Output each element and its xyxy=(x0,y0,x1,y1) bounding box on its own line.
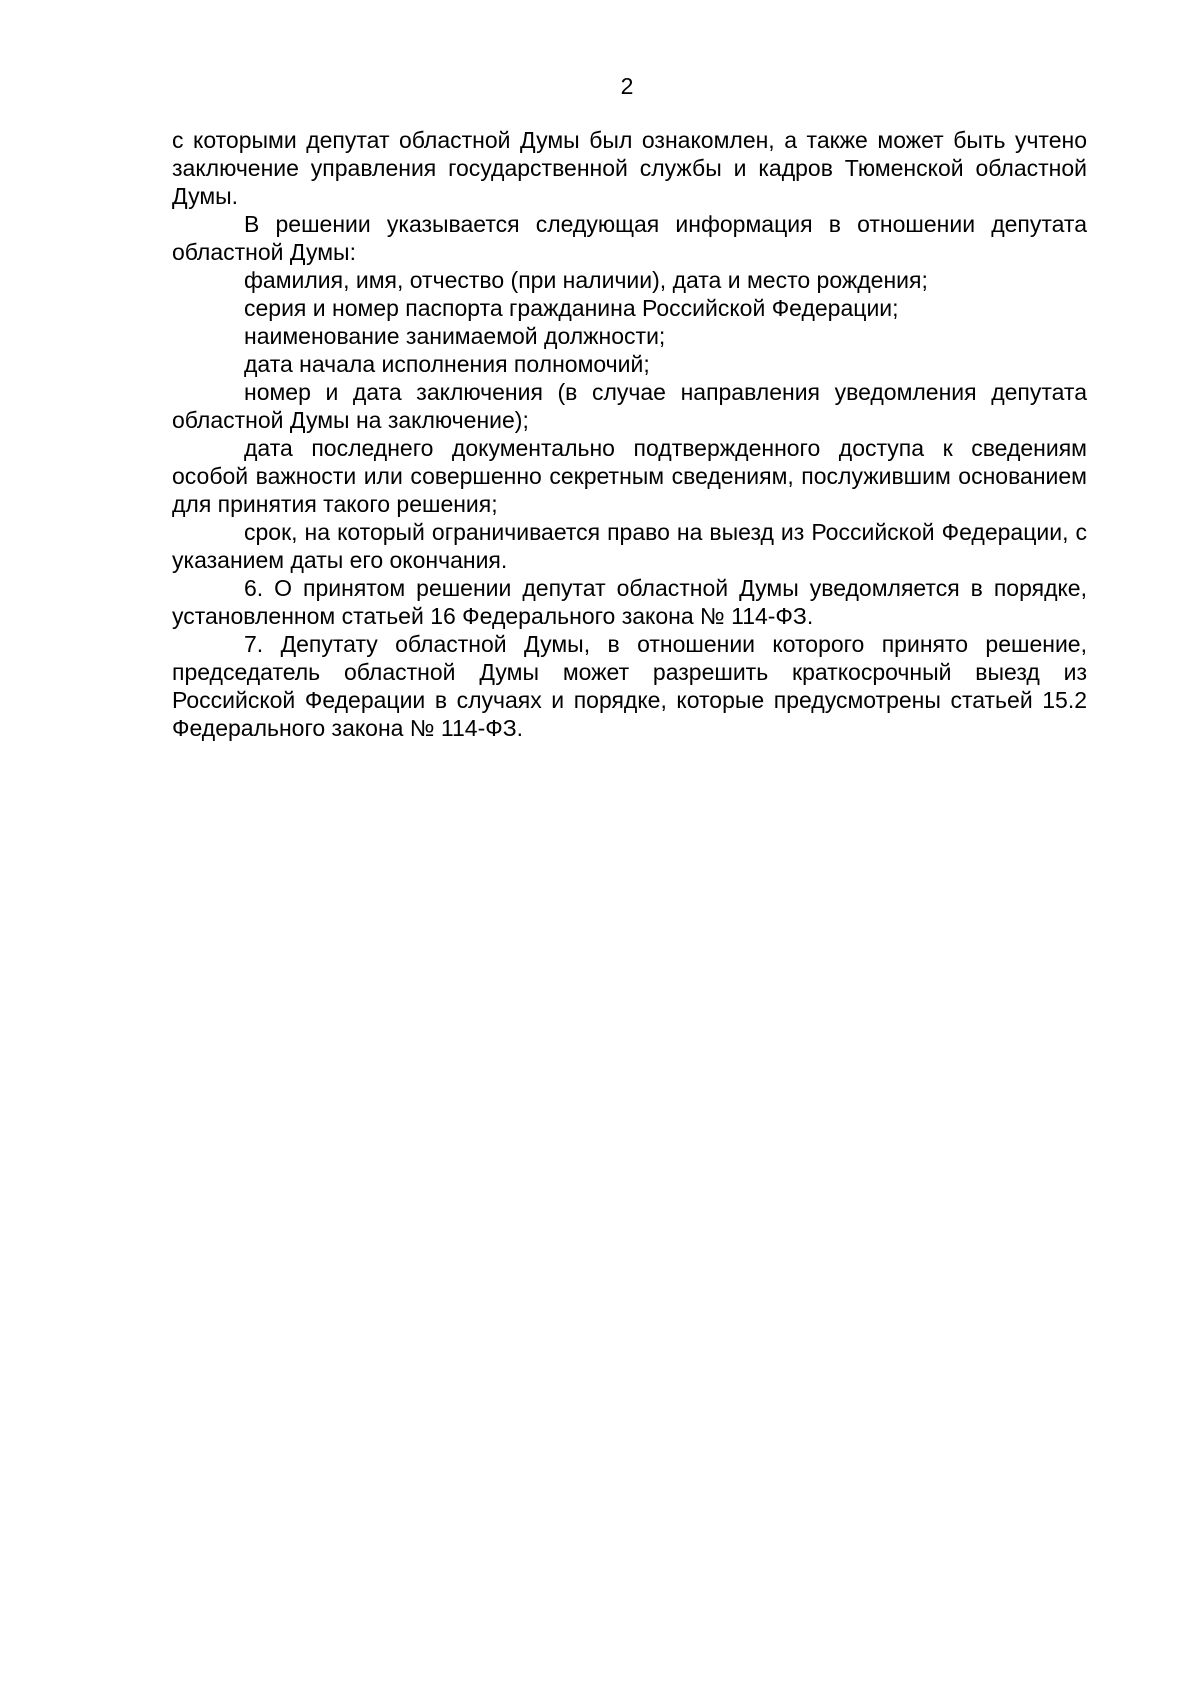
list-item-passport: серия и номер паспорта гражданина Российской Федерации; xyxy=(244,295,899,321)
list-item-restriction-term: срок, на который ограничивается право на выезд из Российской Федерации, с указанием даты его окончания. xyxy=(172,519,1087,573)
list-item-access-date: дата последнего документально подтвержденного доступа к сведениям особой важности или совершенно секретным сведениям, послужившим основанием для принятия такого решения; xyxy=(172,435,1087,517)
list-item-start-date: дата начала исполнения полномочий; xyxy=(244,351,650,377)
list-item-position: наименование занимаемой должности; xyxy=(244,323,666,349)
paragraph-decision-info: В решении указывается следующая информация в отношении депутата областной Думы: xyxy=(172,211,1087,265)
paragraph-item-6: 6. О принятом решении депутат областной Думы уведомляется в порядке, установленном статьей 16 Федерального закона № 114-ФЗ. xyxy=(172,575,1087,629)
paragraph-item-7: 7. Депутату областной Думы, в отношении которого принято решение, председатель областной Думы может разрешить краткосрочный выезд из Российской Федерации в случаях и порядке, которые предусмотрены статьей 15.2 Федерального закона № 114-ФЗ. xyxy=(172,631,1087,741)
paragraph-continuation: с которыми депутат областной Думы был ознакомлен, а также может быть учтено заключение управления государственной службы и кадров Тюменской областной Думы. xyxy=(172,127,1087,209)
list-item-full-name: фамилия, имя, отчество (при наличии), дата и место рождения; xyxy=(244,267,928,293)
page-number: 2 xyxy=(620,73,634,99)
document-body xyxy=(172,126,1087,742)
list-item-conclusion: номер и дата заключения (в случае направления уведомления депутата областной Думы на заключение); xyxy=(172,379,1087,433)
